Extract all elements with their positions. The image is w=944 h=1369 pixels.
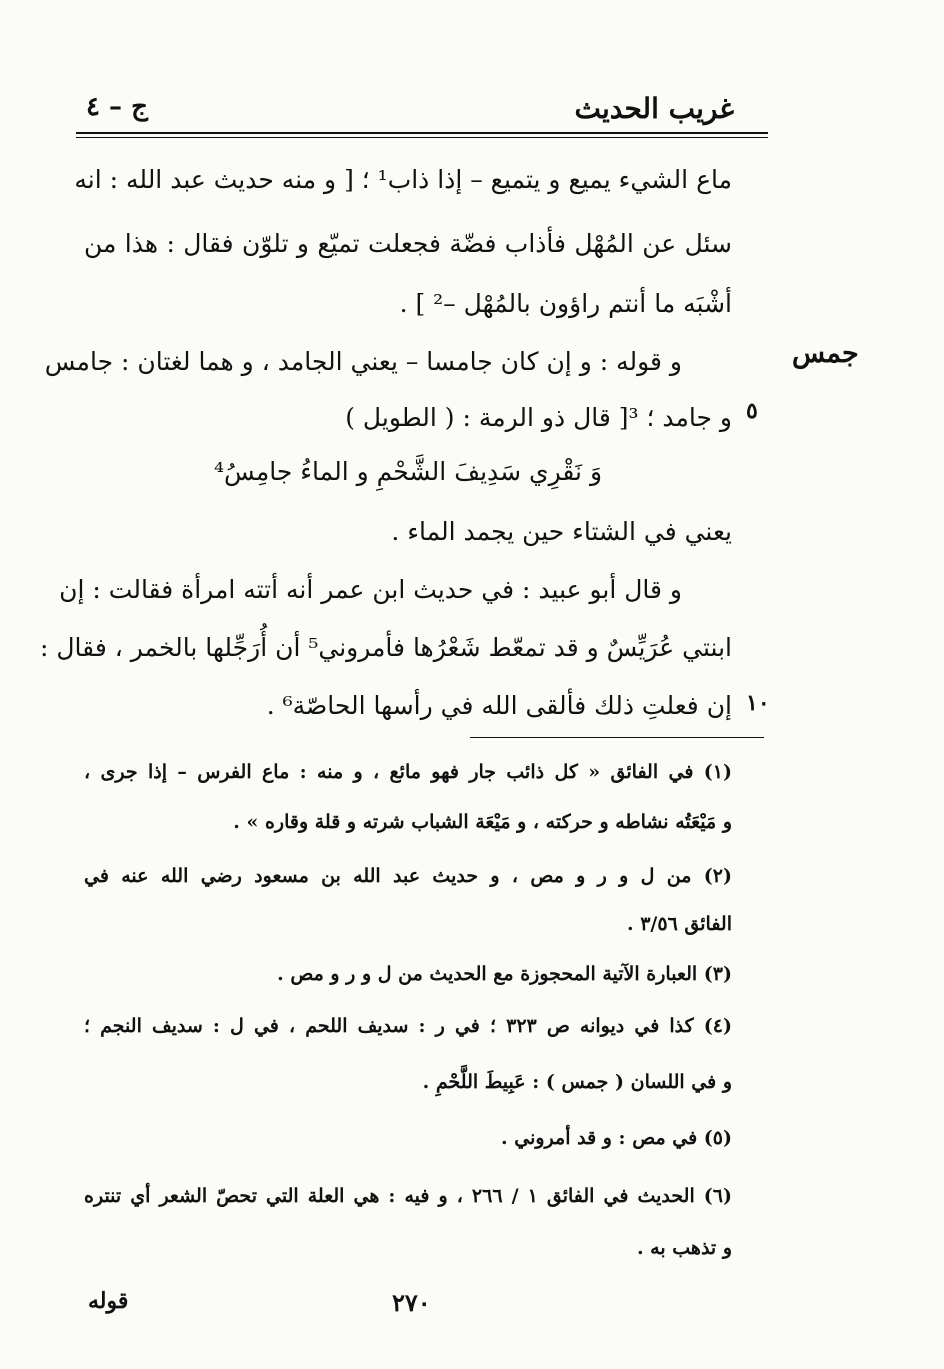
line-number-10: ١٠ [746, 690, 770, 716]
body-line: ابنتي عُرَيِّسٌ و قد تمعّط شَعْرُها فأمروني⁵ أن أُرَجِّلها بالخمر ، فقال : [40, 633, 732, 662]
body-line: و قوله : و إن كان جامسا – يعني الجامد ، و هما لغتان : جامس [44, 347, 682, 376]
verse-line: وَ نَقْرِي سَدِيفَ الشَّحْمِ و الماءُ جامِسُ⁴ [213, 457, 603, 486]
footnote-line: الفائق ٣/٥٦ . [626, 913, 732, 935]
footnote-line: و في اللسان ( جمس ) : عَبِيطَ اللَّحْمِ . [422, 1071, 732, 1093]
body-line: يعني في الشتاء حين يجمد الماء . [391, 517, 732, 546]
body-line: ماع الشيء يميع و يتميع – إذا ذاب¹ ؛ [ و منه حديث عبد الله : انه [74, 165, 732, 194]
running-title: غريب الحديث [574, 92, 734, 125]
line-number-5: ٥ [746, 398, 758, 424]
catchword: قوله [88, 1288, 129, 1314]
footnote-line: (٥) في مص : و قد أمروني . [501, 1127, 732, 1149]
header-rule-thin [76, 137, 768, 138]
footnote-rule [470, 737, 764, 738]
body-line: و قال أبو عبيد : في حديث ابن عمر أنه أتته امرأة فقالت : إن [59, 575, 682, 604]
body-line: أشْبَه ما أنتم راؤون بالمُهْل –² ] . [399, 289, 732, 318]
margin-keyword: جمس [792, 338, 859, 369]
body-line: سئل عن المُهْل فأذاب فضّة فجعلت تميّع و تلوّن فقال : هذا من [84, 229, 732, 258]
page-number: ٢٧٠ [392, 1288, 431, 1317]
footnote-line: (٣) العبارة الآتية المحجوزة مع الحديث من ل و ر و مص . [277, 963, 732, 985]
body-line: و جامد ؛ ³[ قال ذو الرمة : ( الطويل ) [345, 403, 732, 432]
footnote-line: (٦) الحديث في الفائق ١ / ٢٦٦ ، و فيه : هي العلة التي تحصّ الشعر أي تنتره [84, 1185, 732, 1207]
body-line: إن فعلتِ ذلك فألقى الله في رأسها الحاصّة⁶ . [266, 691, 732, 720]
volume-label: ج – ٤ [86, 92, 148, 122]
footnote-line: (١) في الفائق « كل ذائب جار فهو مائع ، و منه : ماع الفرس – إذا جرى ، [84, 761, 732, 783]
footnote-line: (٤) كذا في ديوانه ص ٣٢٣ ؛ في ر : سديف اللحم ، في ل : سديف النجم ؛ [84, 1015, 732, 1037]
footnote-line: و مَيْعَتُه نشاطه و حركته ، و مَيْعَة الشباب شرته و قلة وقاره » . [233, 811, 732, 833]
footnote-line: (٢) من ل و ر و مص ، و حديث عبد الله بن مسعود رضي الله عنه في [84, 865, 732, 887]
header-rule [76, 132, 768, 134]
footnote-line: و تذهب به . [636, 1237, 732, 1259]
